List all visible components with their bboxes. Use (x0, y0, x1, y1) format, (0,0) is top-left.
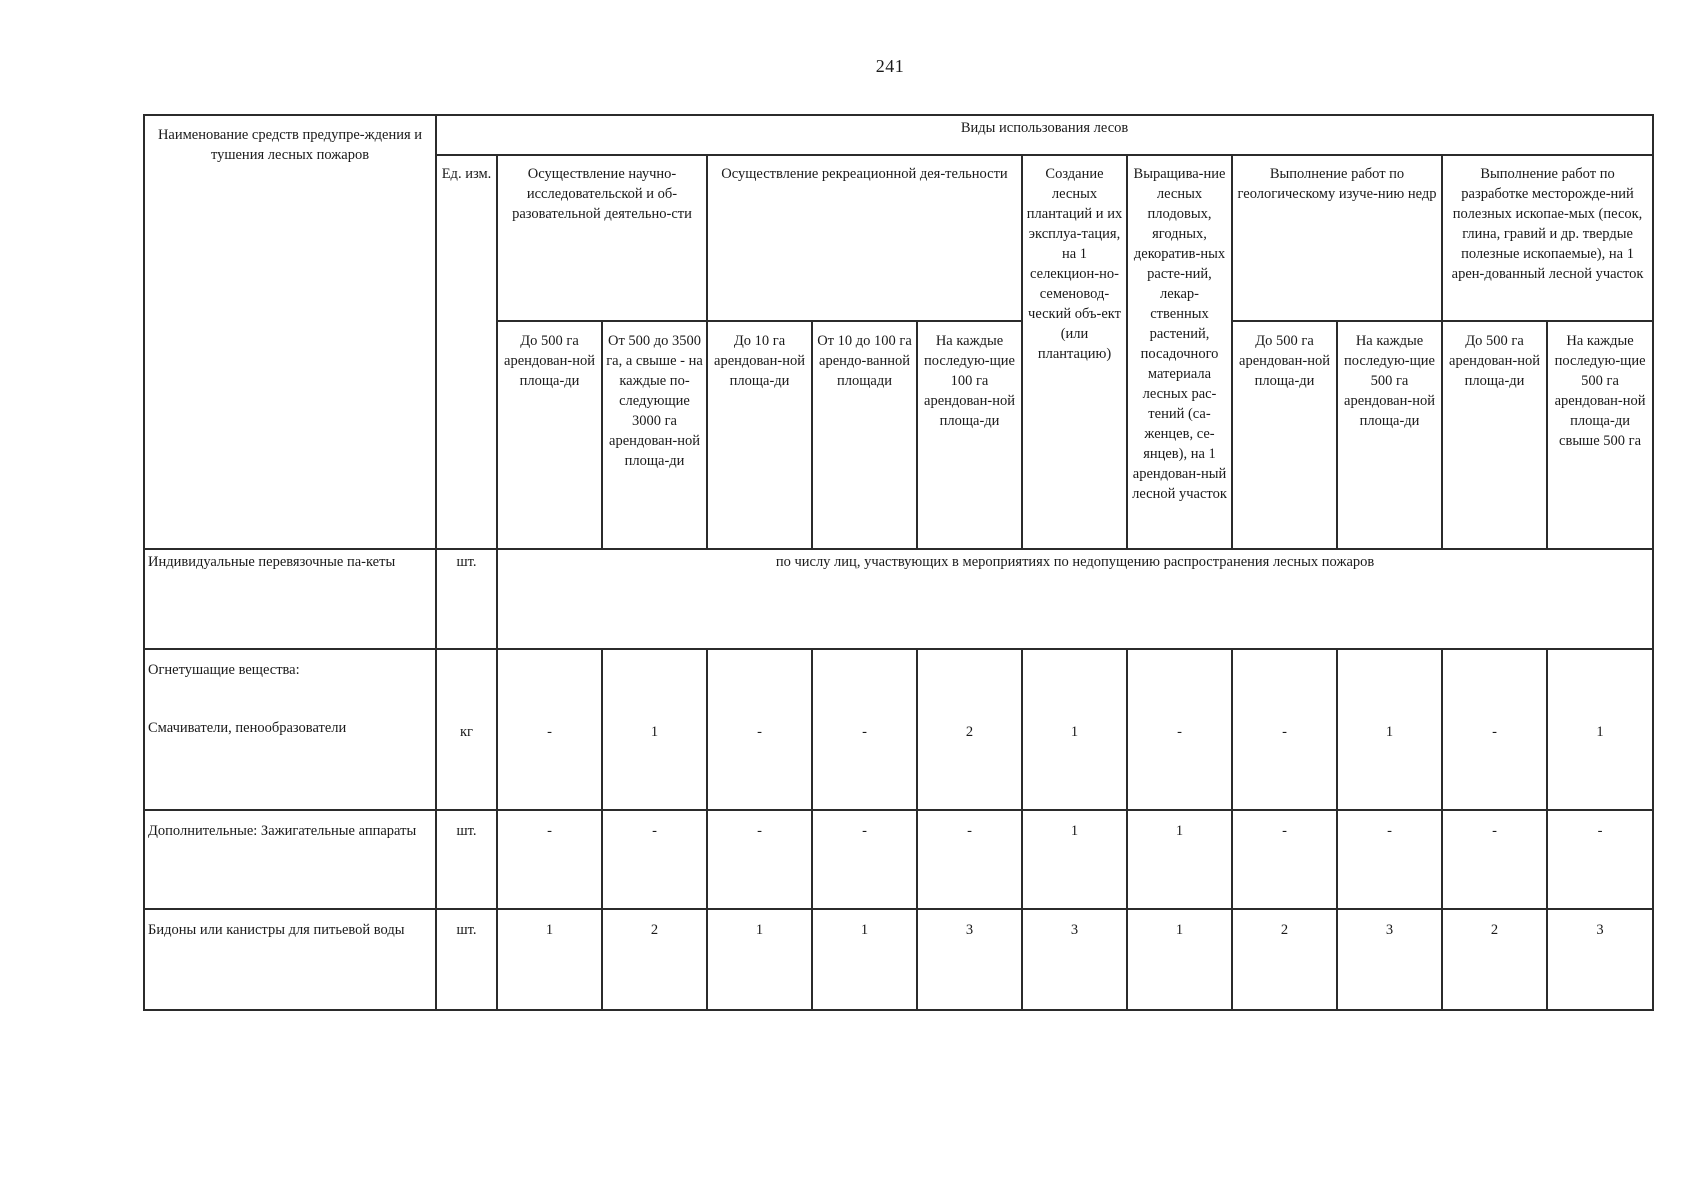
row-igniters-value: 1 (1127, 810, 1232, 909)
row-igniters-value: - (1232, 810, 1337, 909)
header-group-research: Осуществление научно-исследовательской и об-разовательной деятельно-сти (497, 155, 707, 321)
row-igniters-value: - (602, 810, 707, 909)
row-extinguishing-value: 1 (602, 649, 707, 810)
subheader-recreation-3: На каждые последую-щие 100 га арендован-ной площа-ди (917, 321, 1022, 549)
row-bidons-value: 1 (707, 909, 812, 1010)
row-igniters-value: - (1337, 810, 1442, 909)
row-extinguishing-value: - (1127, 649, 1232, 810)
table-row-bidons (144, 909, 1653, 1010)
subheader-recreation-2: От 10 до 100 га арендо-ванной площади (812, 321, 917, 549)
row-bidons-value: 1 (1127, 909, 1232, 1010)
row-extinguishing-name-cell (144, 649, 436, 810)
row-igniters-name: Дополнительные: Зажигательные аппараты (144, 810, 436, 909)
fire-equipment-table (143, 114, 1654, 1011)
row-extinguishing-unit: кг (436, 649, 497, 810)
row-bidons-value: 2 (1442, 909, 1547, 1010)
row-bandages-note: по числу лиц, участвующих в мероприятиях по недопущению распространения лесных пожаров (497, 549, 1653, 649)
header-group-geology: Выполнение работ по геологическому изуче-нию недр (1232, 155, 1442, 321)
row-bidons-unit: шт. (436, 909, 497, 1010)
header-uses-title: Виды использования лесов (436, 115, 1653, 155)
row-bidons-value: 3 (1547, 909, 1653, 1010)
row-extinguishing-value: 1 (1547, 649, 1653, 810)
row-extinguishing-value: 2 (917, 649, 1022, 810)
row-bidons-name: Бидоны или канистры для питьевой воды (144, 909, 436, 1010)
subheader-geology-2: На каждые последую-щие 500 га арендован-ной площа-ди (1337, 321, 1442, 549)
header-group-growing: Выращива-ние лесных плодовых, ягодных, декоратив-ных расте-ний, лекар-ственных растений, посадочного материала лесных рас-тений (са-женцев, се-янцев), на 1 арендован-ный лесной участок (1127, 155, 1232, 549)
row-bandages-name: Индивидуальные перевязочные па-кеты (144, 549, 436, 649)
table-row-extinguishing (144, 649, 1653, 810)
row-igniters-value: - (497, 810, 602, 909)
row-bandages-unit: шт. (436, 549, 497, 649)
subheader-geology-1: До 500 га арендован-ной площа-ди (1232, 321, 1337, 549)
subheader-mining-2: На каждые последую-щие 500 га арендован-ной площа-ди свыше 500 га (1547, 321, 1653, 549)
row-extinguishing-value: - (812, 649, 917, 810)
header-name-column: Наименование средств предупре-ждения и тушения лесных пожаров (144, 115, 436, 549)
row-extinguishing-group-label: Огнетушащие вещества: (148, 662, 300, 678)
row-extinguishing-value: - (1232, 649, 1337, 810)
header-unit-column: Ед. изм. (436, 155, 497, 549)
header-group-recreation: Осуществление рекреационной дея-тельности (707, 155, 1022, 321)
page-number: 241 (875, 56, 905, 76)
row-igniters-value: 1 (1022, 810, 1127, 909)
table-row-igniters (144, 810, 1653, 909)
row-extinguishing-value: - (497, 649, 602, 810)
row-igniters-value: - (917, 810, 1022, 909)
row-bidons-value: 2 (602, 909, 707, 1010)
row-igniters-value: - (812, 810, 917, 909)
row-igniters-unit: шт. (436, 810, 497, 909)
subheader-research-2: От 500 до 3500 га, а свыше - на каждые по-следующие 3000 га арендован-ной площа-ди (602, 321, 707, 549)
row-extinguishing-value: 1 (1337, 649, 1442, 810)
header-group-plantations: Создание лесных плантаций и их эксплуа-тация, на 1 селекцион-но-семеновод-ческий объ-ект (или плантацию) (1022, 155, 1127, 549)
row-bidons-value: 1 (497, 909, 602, 1010)
row-bidons-value: 2 (1232, 909, 1337, 1010)
row-bidons-value: 3 (1337, 909, 1442, 1010)
row-extinguishing-name: Смачиватели, пенообразователи (148, 720, 347, 736)
subheader-recreation-1: До 10 га арендован-ной площа-ди (707, 321, 812, 549)
row-igniters-value: - (707, 810, 812, 909)
row-extinguishing-value: - (707, 649, 812, 810)
row-extinguishing-value: - (1442, 649, 1547, 810)
subheader-mining-1: До 500 га арендован-ной площа-ди (1442, 321, 1547, 549)
subheader-research-1: До 500 га арендован-ной площа-ди (497, 321, 602, 549)
row-bidons-value: 3 (1022, 909, 1127, 1010)
row-igniters-value: - (1547, 810, 1653, 909)
header-group-mining: Выполнение работ по разработке месторожде-ний полезных ископае-мых (песок, глина, гравий и др. твердые полезные ископаемые), на 1 арен-дованный лесной участок (1442, 155, 1653, 321)
row-bidons-value: 3 (917, 909, 1022, 1010)
row-bidons-value: 1 (812, 909, 917, 1010)
table-row-bandages (144, 549, 1653, 649)
row-extinguishing-value: 1 (1022, 649, 1127, 810)
header-row-1 (144, 115, 1653, 155)
row-igniters-value: - (1442, 810, 1547, 909)
